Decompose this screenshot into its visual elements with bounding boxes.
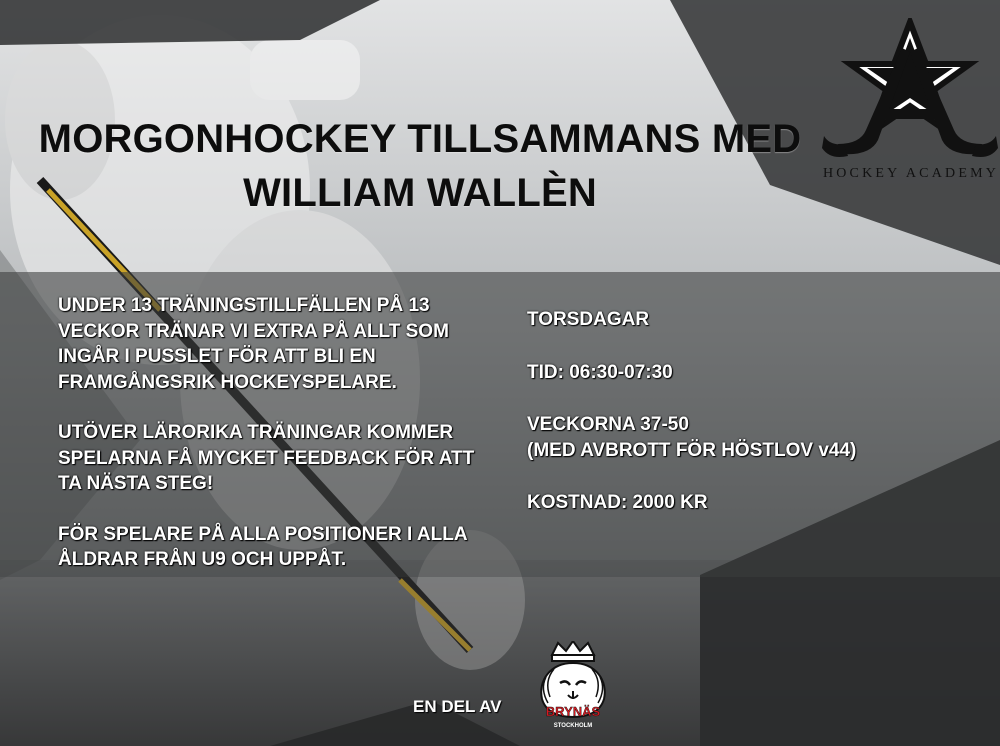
description-column (58, 293, 478, 598)
title-line-1: MORGONHOCKEY TILLSAMMANS MED (38, 117, 802, 161)
part-of-label: EN DEL AV (413, 697, 502, 716)
logo-caption: HOCKEY ACADEMY (822, 166, 1000, 181)
schedule-break-note: (MED AVBROTT FÖR HÖSTLOV v44) (527, 439, 857, 461)
description-paragraph-2: UTÖVER LÄRORIKA TRÄNINGAR KOMMER SPELARNA FÅ MYCKET FEEDBACK FÖR ATT TA NÄSTA STEG! (58, 422, 475, 494)
title-line-2: WILLIAM WALLÈN (243, 171, 597, 215)
schedule-cost: KOSTNAD: 2000 KR (527, 492, 708, 513)
schedule-time: TID: 06:30-07:30 (527, 361, 673, 383)
partner-logo-subtext: STOCKHOLM (553, 723, 593, 729)
schedule-weeks (527, 412, 947, 463)
schedule-column (527, 307, 947, 543)
description-paragraph-3: FÖR SPELARE PÅ ALLA POSITIONER I ALLA ÅLDRAR FRÅN U9 OCH UPPÅT. (58, 523, 467, 570)
schedule-weeks-range: VECKORNA 37-50 (527, 414, 689, 435)
partner-logo-text: BRYNÄS (545, 704, 601, 719)
page-title (20, 112, 820, 220)
crown-lion-logo-icon (530, 641, 616, 733)
star-a-logo-icon (820, 18, 1000, 186)
schedule-day: TORSDAGAR (527, 309, 650, 330)
description-paragraph-1: UNDER 13 TRÄNINGSTILLFÄLLEN PÅ 13 VECKOR TRÄNAR VI EXTRA PÅ ALLT SOM INGÅR I PUSSLET FÖR ATT BLI EN FRAMGÅNGSRIK HOCKEYSPELARE. (58, 295, 449, 393)
